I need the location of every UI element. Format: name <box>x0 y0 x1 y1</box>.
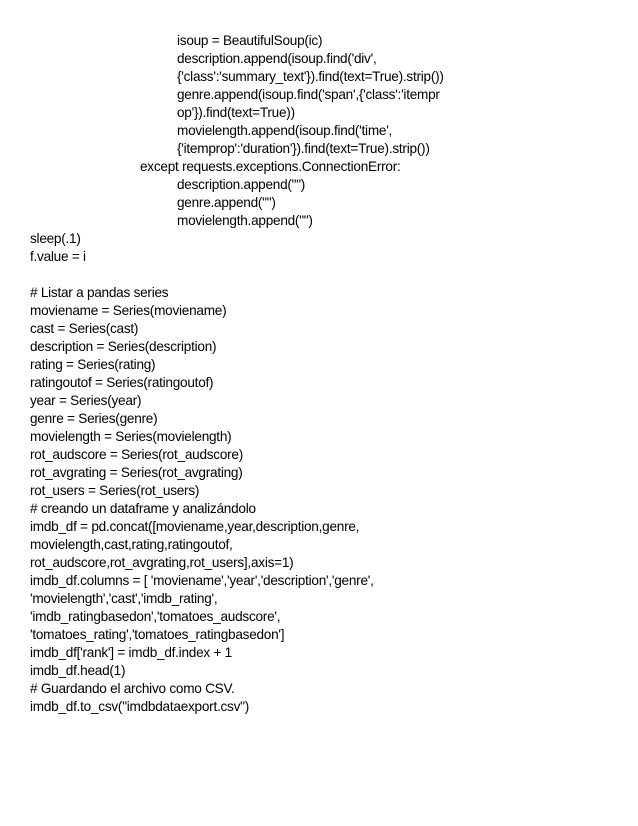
code-line: description.append(isoup.find('div', <box>177 51 377 66</box>
code-line: imdb_df.head(1) <box>30 663 126 678</box>
code-line: 'tomatoes_rating','tomatoes_ratingbasedon'] <box>30 627 285 642</box>
code-line: description = Series(description) <box>30 339 217 354</box>
code-line: rot_avgrating = Series(rot_avgrating) <box>30 465 243 480</box>
code-line: description.append("") <box>177 177 306 192</box>
code-line: genre.append("") <box>177 195 276 210</box>
code-line: f.value = i <box>30 249 86 264</box>
code-line: imdb_df.columns = [ 'moviename','year','description','genre', <box>30 573 374 588</box>
code-line: movielength = Series(movielength) <box>30 429 232 444</box>
code-line: op'}).find(text=True)) <box>177 105 295 120</box>
code-line: isoup = BeautifulSoup(ic) <box>177 33 323 48</box>
code-line: movielength.append("") <box>177 213 313 228</box>
code-line: rot_audscore = Series(rot_audscore) <box>30 447 244 462</box>
code-line: genre.append(isoup.find('span',{'class':'itempr <box>177 87 440 102</box>
code-line: except requests.exceptions.ConnectionError: <box>140 159 401 174</box>
code-line: {'class':'summary_text'}).find(text=True).strip()) <box>177 69 444 84</box>
code-line: 'imdb_ratingbasedon','tomatoes_audscore', <box>30 609 281 624</box>
code-line: movielength,cast,rating,ratingoutof, <box>30 537 233 552</box>
code-line: imdb_df.to_csv("imdbdataexport.csv") <box>30 699 250 714</box>
comment-line: # creando un dataframe y analizándolo <box>30 501 256 516</box>
code-line: year = Series(year) <box>30 393 142 408</box>
comment-line: # Guardando el archivo como CSV. <box>30 681 235 696</box>
code-line: rating = Series(rating) <box>30 357 156 372</box>
code-line: cast = Series(cast) <box>30 321 139 336</box>
code-line: rot_users = Series(rot_users) <box>30 483 200 498</box>
code-line: sleep(.1) <box>30 231 81 246</box>
code-line: ratingoutof = Series(ratingoutof) <box>30 375 214 390</box>
code-line: {'itemprop':'duration'}).find(text=True).strip()) <box>177 141 430 156</box>
code-line: 'movielength','cast','imdb_rating', <box>30 591 218 606</box>
comment-line: # Listar a pandas series <box>30 285 169 300</box>
code-line: moviename = Series(moviename) <box>30 303 227 318</box>
code-line: genre = Series(genre) <box>30 411 158 426</box>
code-line: imdb_df['rank'] = imdb_df.index + 1 <box>30 645 232 660</box>
code-line: rot_audscore,rot_avgrating,rot_users],axis=1) <box>30 555 294 570</box>
code-line: movielength.append(isoup.find('time', <box>177 123 393 138</box>
code-line: imdb_df = pd.concat([moviename,year,description,genre, <box>30 519 360 534</box>
